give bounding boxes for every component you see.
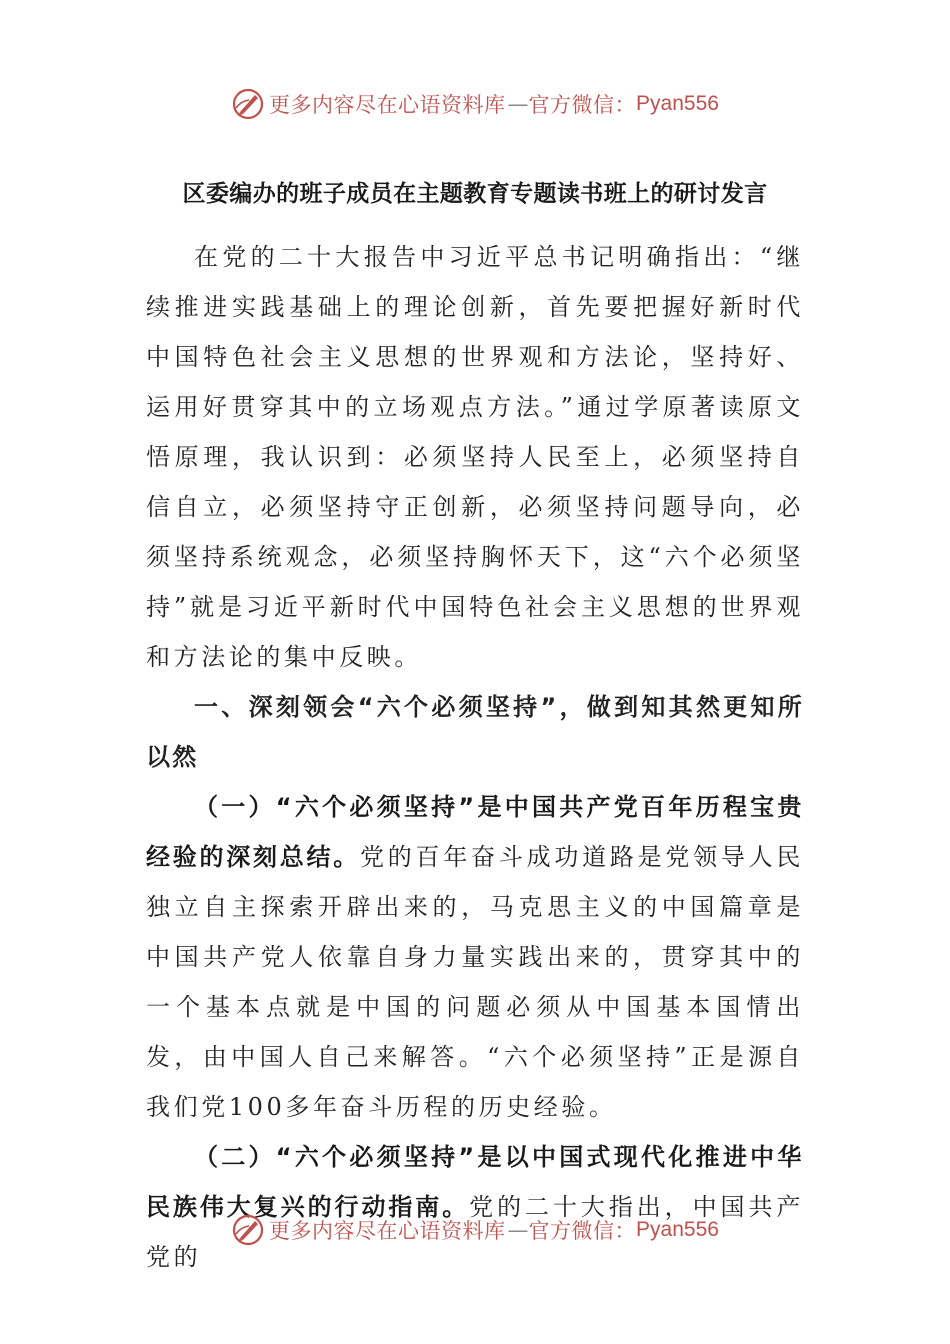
- banner-wechat-label: 官方微信：: [528, 93, 637, 117]
- footer-banner-separator: —: [507, 1218, 529, 1242]
- footer-banner-wechat-label: 官方微信：: [528, 1219, 637, 1243]
- point-2-body: 党的二十大指出，中国共产党的: [146, 1193, 805, 1271]
- document-body: [146, 232, 804, 1282]
- point-1-body: 党的百年奋斗成功道路是党领导人民独立自主探索开辟出来的，马克思主义的中国篇章是中国共产党人依靠自身力量实践出来的，贯穿其中的一个基本点就是中国的问题必须从中国基本国情出发，由中国人自己来解答。“六个必须坚持”正是源自我们党100多年奋斗历程的历史经验。: [146, 843, 804, 1121]
- pen-circle-logo-icon: [231, 1213, 265, 1247]
- footer-banner: [0, 1210, 950, 1250]
- point-2-lead: （二）“六个必须坚持”是以中国式现代化推进中华民族伟大复兴的行动指南。: [146, 1143, 804, 1221]
- point-1-paragraph: [146, 782, 804, 1132]
- banner-wechat-id: Pyan556: [636, 92, 719, 115]
- document-title: 区委编办的班子成员在主题教育专题读书班上的研讨发言: [182, 181, 768, 207]
- footer-banner-wechat-id: Pyan556: [636, 1218, 719, 1241]
- intro-paragraph: 在党的二十大报告中习近平总书记明确指出：“继续推进实践基础上的理论创新，首先要把握好新时代中国特色社会主义思想的世界观和方法论，坚持好、运用好贯穿其中的立场观点方法。”通过学原著读原文悟原理，我认识到：必须坚持人民至上，必须坚持自信自立，必须坚持守正创新，必须坚持问题导向，必须坚持系统观念，必须坚持胸怀天下，这“六个必须坚持”就是习近平新时代中国特色社会主义思想的世界观和方法论的集中反映。: [146, 243, 804, 671]
- footer-banner-text: 更多内容尽在心语资料库: [269, 1219, 506, 1243]
- banner-separator: —: [507, 92, 529, 116]
- pen-circle-logo-icon: [231, 87, 265, 121]
- header-banner: [0, 84, 950, 124]
- point-1-lead: （一）“六个必须坚持”是中国共产党百年历程宝贵经验的深刻总结。: [146, 793, 804, 871]
- point-2-paragraph: [146, 1132, 804, 1282]
- section-1-heading: 一、深刻领会“六个必须坚持”，做到知其然更知所以然: [146, 693, 804, 771]
- banner-text: 更多内容尽在心语资料库: [269, 93, 506, 117]
